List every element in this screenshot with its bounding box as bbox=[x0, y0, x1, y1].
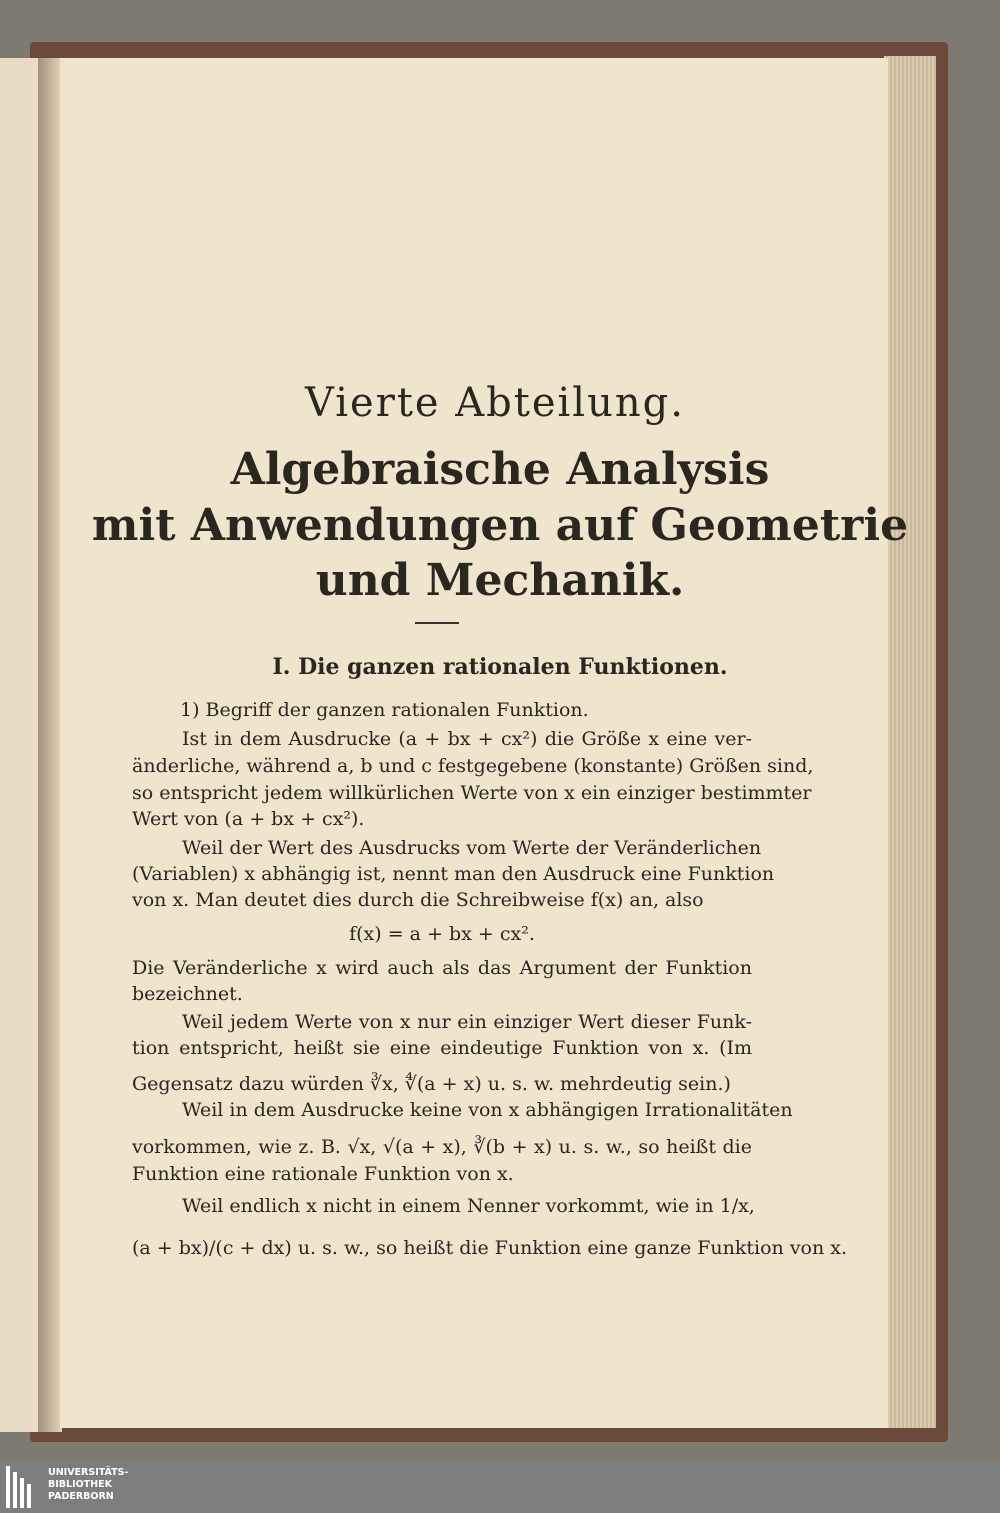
title-line-3: und Mechanik. bbox=[315, 555, 685, 606]
body-line: von x. Man deutet dies durch die Schreibweise f(x) an, also bbox=[132, 889, 704, 911]
body-line: Ist in dem Ausdrucke (a + bx + cx²) die Größe x eine ver- bbox=[182, 728, 752, 750]
left-page-strip bbox=[0, 58, 39, 1432]
body-line: (Variablen) x abhängig ist, nennt man den Ausdruck eine Funktion bbox=[132, 863, 775, 885]
logo-line: PADERBORN bbox=[48, 1491, 114, 1502]
title-divider bbox=[415, 622, 459, 624]
library-logo-text bbox=[48, 1467, 128, 1503]
body-line: bezeichnet. bbox=[132, 983, 243, 1005]
section-label: Vierte Abteilung. bbox=[305, 380, 685, 426]
book-gutter bbox=[38, 58, 62, 1432]
title-line-2: mit Anwendungen auf Geometrie bbox=[91, 500, 909, 551]
library-footer bbox=[0, 1462, 1000, 1513]
body-line: Wert von (a + bx + cx²). bbox=[132, 808, 365, 830]
body-line: (a + bx)/(c + dx) u. s. w., so heißt die Funktion eine ganze Funktion von x. bbox=[132, 1237, 848, 1259]
page-edges bbox=[884, 56, 936, 1428]
body-line: vorkommen, wie z. B. √x, √(a + x), ∛(b + x) u. s. w., so heißt die bbox=[132, 1136, 752, 1158]
body-line: Weil in dem Ausdrucke keine von x abhängigen Irrationalitäten bbox=[182, 1099, 793, 1121]
body-line: Funktion eine rationale Funktion von x. bbox=[132, 1163, 514, 1185]
library-logo-icon bbox=[6, 1466, 40, 1508]
body-line: Weil jedem Werte von x nur ein einziger Wert dieser Funk- bbox=[182, 1011, 752, 1033]
body-line: 1) Begriff der ganzen rationalen Funktion. bbox=[180, 699, 589, 721]
body-line: tion entspricht, heißt sie eine eindeutige Funktion von x. (Im bbox=[132, 1037, 752, 1059]
title-line-1: Algebraische Analysis bbox=[230, 444, 770, 495]
body-line: Die Veränderliche x wird auch als das Argument der Funktion bbox=[132, 957, 752, 979]
logo-line: BIBLIOTHEK bbox=[48, 1479, 112, 1490]
body-line: Weil endlich x nicht in einem Nenner vorkommt, wie in 1/x, bbox=[182, 1195, 755, 1217]
body-line: änderliche, während a, b und c festgegebene (konstante) Größen sind, bbox=[132, 755, 814, 777]
body-line: so entspricht jedem willkürlichen Werte von x ein einziger bestimmter bbox=[132, 782, 812, 804]
body-line: Gegensatz dazu würden ∛x, ∜(a + x) u. s. w. mehrdeutig sein.) bbox=[132, 1073, 731, 1095]
chapter-heading: I. Die ganzen rationalen Funktionen. bbox=[272, 654, 728, 680]
body-line: Weil der Wert des Ausdrucks vom Werte der Veränderlichen bbox=[182, 837, 762, 859]
logo-line: UNIVERSITÄTS- bbox=[48, 1467, 129, 1478]
formula: f(x) = a + bx + cx². bbox=[349, 923, 535, 945]
